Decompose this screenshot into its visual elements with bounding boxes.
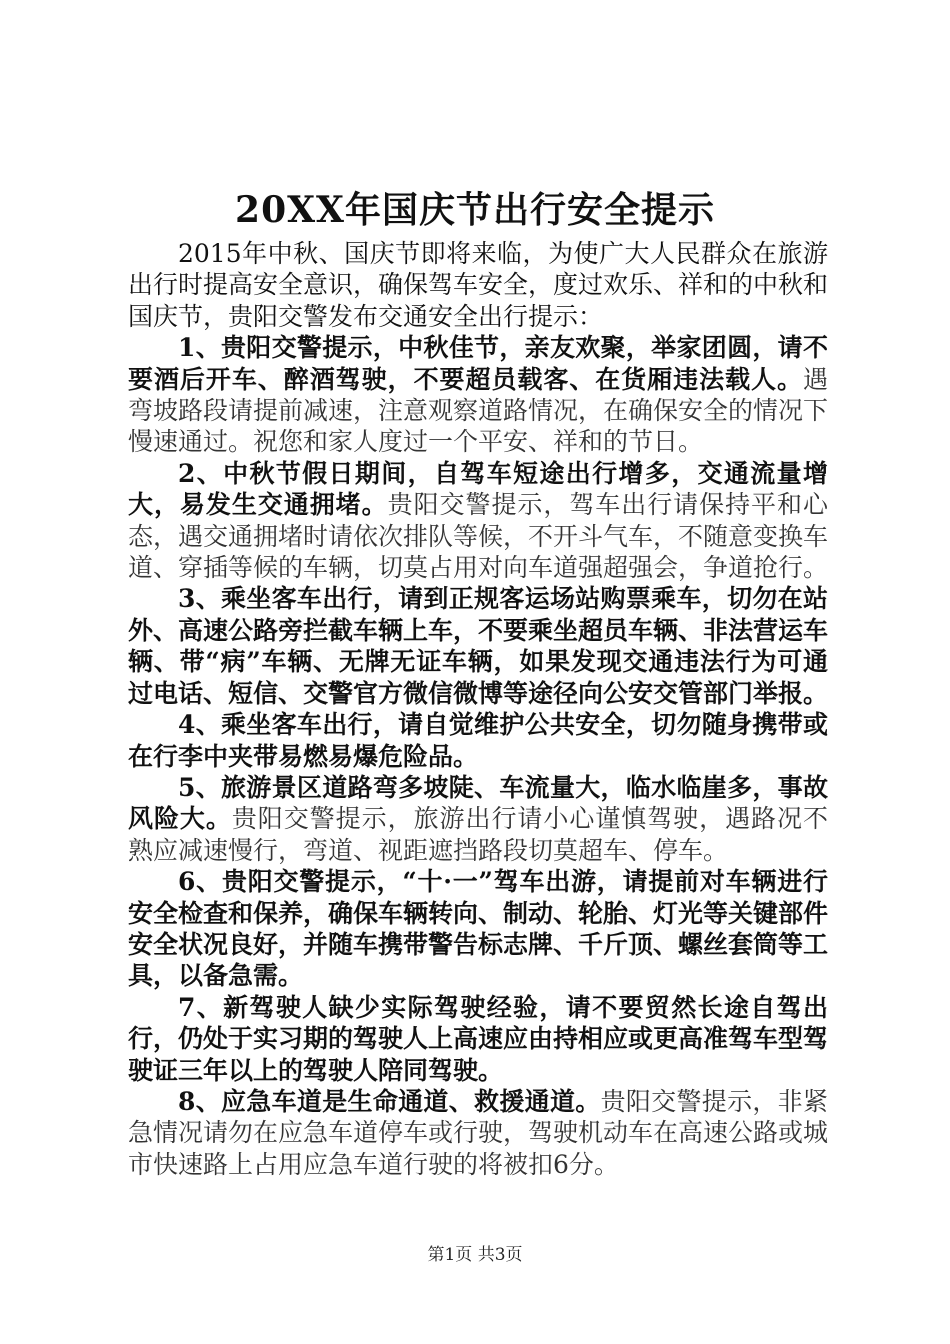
tip-8-bold: 8、应急车道是生命通道、救援通道。: [178, 1086, 601, 1116]
tip-paragraph-7: [128, 992, 828, 1086]
tip-4-bold: 4、乘坐客车出行，请自觉维护公共安全，切勿随身携带或在行李中夹带易燃易爆危险品。: [128, 710, 828, 771]
tip-5-normal: 贵阳交警提示，旅游出行请小心谨慎驾驶，遇路况不熟应减速慢行，弯道、视距遮挡路段切莫超车、停车。: [128, 804, 828, 865]
tip-2-bold: 2、中秋节假日期间，自驾车短途出行增多，交通流量增大，易发生交通拥堵。: [128, 458, 828, 520]
tip-paragraph-1: [128, 332, 828, 458]
tip-8-normal: 贵阳交警提示，非紧急情况请勿在应急车道停车或行驶，驾驶机动车在高速公路或城市快速路上占用应急车道行驶的将被扣6分。: [128, 1086, 829, 1179]
tip-paragraph-3: [128, 583, 828, 709]
tip-1-normal: 遇弯坡路段请提前减速，注意观察道路情况，在确保安全的情况下慢速通过。祝您和家人度过一个平安、祥和的节日。: [128, 364, 829, 457]
tip-2-normal: 贵阳交警提示，驾车出行请保持平和心态，遇交通拥堵时请依次排队等候，不开斗气车，不随意变换车道、穿插等候的车辆，切莫占用对向车道强超强会，争道抢行。: [128, 490, 829, 583]
tip-paragraph-4: [128, 709, 828, 772]
tip-paragraph-6: [128, 866, 828, 992]
tip-1-bold: 1、贵阳交警提示，中秋佳节，亲友欢聚，举家团圆，请不要酒后开车、醉酒驾驶，不要超员载客、在货厢违法载人。: [128, 333, 828, 394]
tip-6-bold: 6、贵阳交警提示，“十·一”驾车出游，请提前对车辆进行安全检查和保养，确保车辆转向、制动、轮胎、灯光等关键部件安全状况良好，并随车携带警告标志牌、千斤顶、螺丝套筒等工具，以备急需。: [128, 867, 829, 991]
document-body: [128, 238, 828, 1180]
tip-paragraph-2: [128, 458, 828, 584]
tip-paragraph-5: [128, 772, 828, 866]
intro-paragraph: 2015年中秋、国庆节即将来临，为使广大人民群众在旅游出行时提高安全意识，确保驾车安全，度过欢乐、祥和的中秋和国庆节，贵阳交警发布交通安全出行提示：: [128, 239, 829, 331]
page-number: 第1页 共3页: [427, 1245, 523, 1265]
tip-paragraph-8: [128, 1086, 828, 1180]
document-title: 20XX年国庆节出行安全提示: [235, 189, 715, 231]
tip-7-bold: 7、新驾驶人缺少实际驾驶经验，请不要贸然长途自驾出行，仍处于实习期的驾驶人上高速应由持相应或更高准驾车型驾驶证三年以上的驾驶人陪同驾驶。: [128, 992, 829, 1085]
tip-3-bold: 3、乘坐客车出行，请到正规客运场站购票乘车，切勿在站外、高速公路旁拦截车辆上车，不要乘坐超员车辆、非法营运车辆、带“病”车辆、无牌无证车辆，如果发现交通违法行为可通过电话、短信、交警官方微信微博等途径向公安交管部门举报。: [128, 584, 829, 708]
tip-5-bold: 5、旅游景区道路弯多坡陡、车流量大，临水临崖多，事故风险大。: [128, 772, 828, 834]
